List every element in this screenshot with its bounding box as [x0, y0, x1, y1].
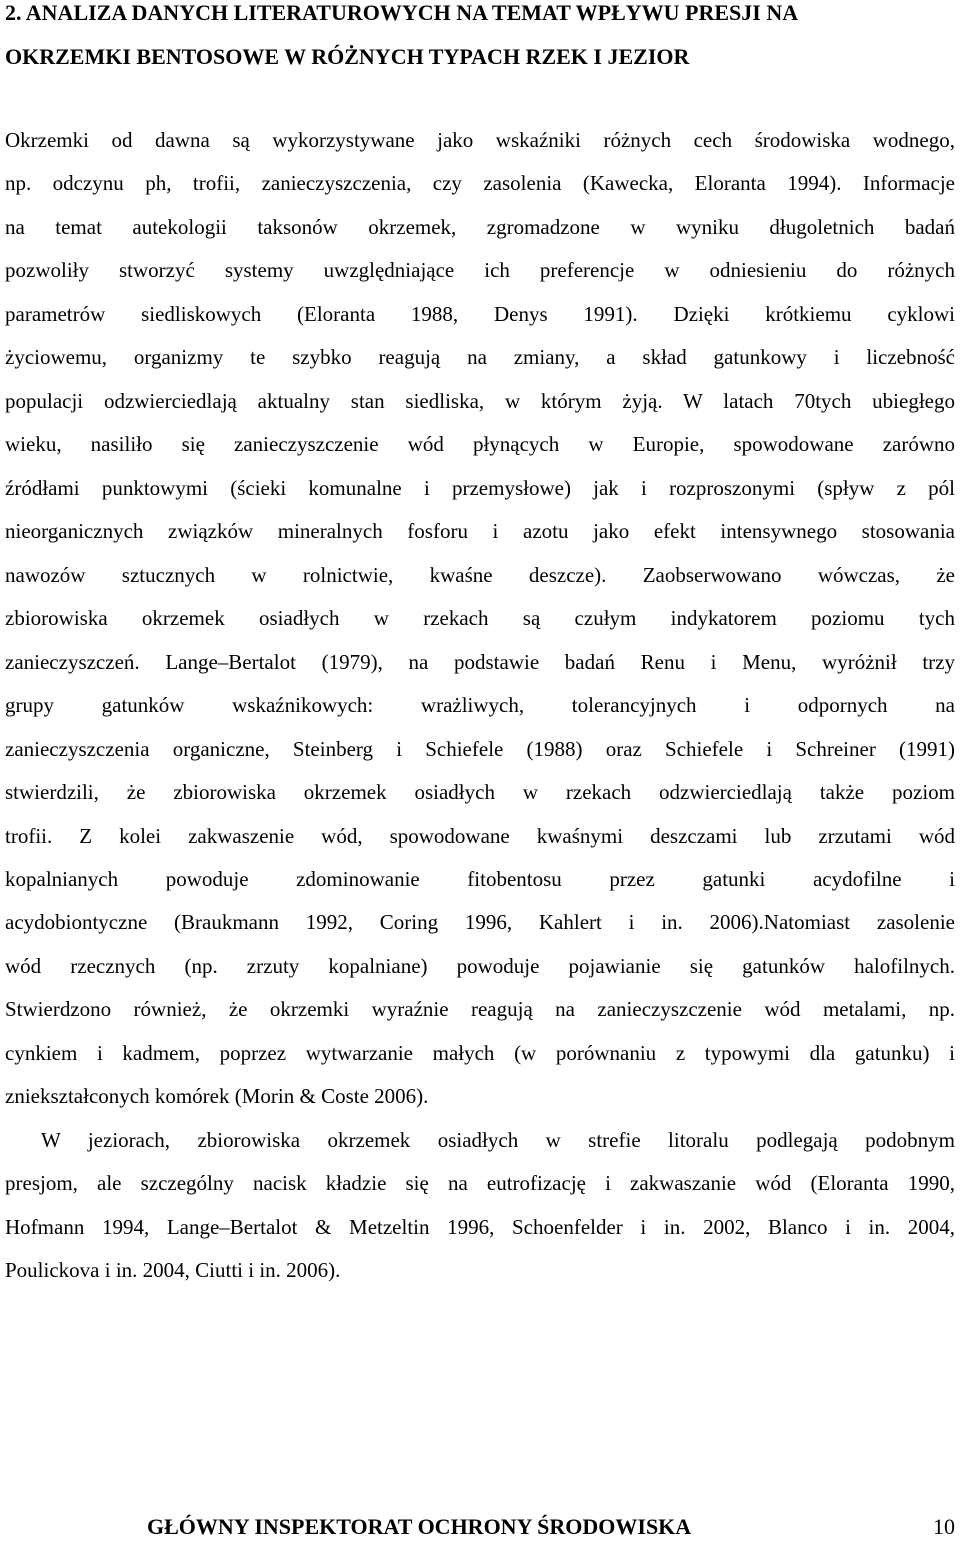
- section-heading: [5, 0, 955, 79]
- text-line: zanieczyszczeń. Lange–Bertalot (1979), na podstawie badań Renu i Menu, wyróżnił trzy: [5, 649, 955, 674]
- text-line: na temat autekologii taksonów okrzemek, zgromadzone w wyniku długoletnich badań: [5, 214, 955, 239]
- heading-line: 2. ANALIZA DANYCH LITERATUROWYCH NA TEMAT WPŁYWU PRESJI NA: [5, 0, 799, 25]
- page-number: 10: [933, 1514, 955, 1539]
- text-line: Stwierdzono również, że okrzemki wyraźnie reagują na zanieczyszczenie wód metalami, np.: [5, 997, 955, 1022]
- heading-line: OKRZEMKI BENTOSOWE W RÓŻNYCH TYPACH RZEK I JEZIOR: [5, 44, 690, 69]
- text-line: źródłami punktowymi (ścieki komunalne i przemysłowe) jak i rozproszonymi (spływ z pól: [5, 475, 955, 500]
- paragraph-1: [5, 119, 955, 1119]
- text-line: nawozów sztucznych w rolnictwie, kwaśne deszcze). Zaobserwowano wówczas, że: [5, 562, 955, 587]
- text-line: presjom, ale szczególny nacisk kładzie się na eutrofizację i zakwaszanie wód (Eloranta 1990,: [5, 1171, 955, 1196]
- text-line: grupy gatunków wskaźnikowych: wrażliwych, tolerancyjnych i odpornych na: [5, 693, 955, 718]
- text-line: życiowemu, organizmy te szybko reagują na zmiany, a skład gatunkowy i liczebność: [5, 345, 955, 370]
- text-line: Okrzemki od dawna są wykorzystywane jako wskaźniki różnych cech środowiska wodnego,: [5, 128, 955, 152]
- text-line: populacji odzwierciedlają aktualny stan siedliska, w którym żyją. W latach 70tych ubiegłego: [5, 388, 955, 413]
- text-line: np. odczynu ph, trofii, zanieczyszczenia, czy zasolenia (Kawecka, Eloranta 1994). Informacje: [5, 171, 955, 196]
- text-line: Poulickova i in. 2004, Ciutti i in. 2006).: [5, 1258, 341, 1283]
- text-line: acydobiontyczne (Braukmann 1992, Coring 1996, Kahlert i in. 2006).Natomiast zasolenie: [5, 910, 955, 935]
- text-line: W jeziorach, zbiorowiska okrzemek osiadłych w strefie litoralu podlegają podobnym: [41, 1128, 955, 1152]
- paragraph-2: [5, 1119, 955, 1293]
- text-line: zanieczyszczenia organiczne, Steinberg i Schiefele (1988) oraz Schiefele i Schreiner (1991): [5, 736, 955, 761]
- text-line: pozwoliły stworzyć systemy uwzględniające ich preferencje w odniesieniu do różnych: [5, 258, 955, 283]
- text-line: stwierdzili, że zbiorowiska okrzemek osiadłych w rzekach odzwierciedlają także poziom: [5, 780, 955, 805]
- text-line: trofii. Z kolei zakwaszenie wód, spowodowane kwaśnymi deszczami lub zrzutami wód: [5, 823, 955, 848]
- footer-title: GŁÓWNY INSPEKTORAT OCHRONY ŚRODOWISKA: [147, 1514, 692, 1539]
- text-line: kopalnianych powoduje zdominowanie fitobentosu przez gatunki acydofilne i: [5, 866, 955, 891]
- text-line: zniekształconych komórek (Morin & Coste 2006).: [5, 1084, 429, 1109]
- text-line: parametrów siedliskowych (Eloranta 1988, Denys 1991). Dzięki krótkiemu cyklowi: [5, 301, 955, 326]
- text-line: cynkiem i kadmem, poprzez wytwarzanie małych (w porównaniu z typowymi dla gatunku) i: [5, 1040, 955, 1065]
- text-line: Hofmann 1994, Lange–Bertalot & Metzeltin 1996, Schoenfelder i in. 2002, Blanco i in. 2004,: [5, 1214, 955, 1239]
- text-line: nieorganicznych związków mineralnych fosforu i azotu jako efekt intensywnego stosowania: [5, 519, 955, 544]
- text-line: wód rzecznych (np. zrzuty kopalniane) powoduje pojawianie się gatunków halofilnych.: [5, 953, 955, 978]
- text-line: zbiorowiska okrzemek osiadłych w rzekach są czułym indykatorem poziomu tych: [5, 606, 955, 631]
- text-line: wieku, nasiliło się zanieczyszczenie wód płynących w Europie, spowodowane zarówno: [5, 432, 955, 457]
- page-footer: [0, 1507, 960, 1547]
